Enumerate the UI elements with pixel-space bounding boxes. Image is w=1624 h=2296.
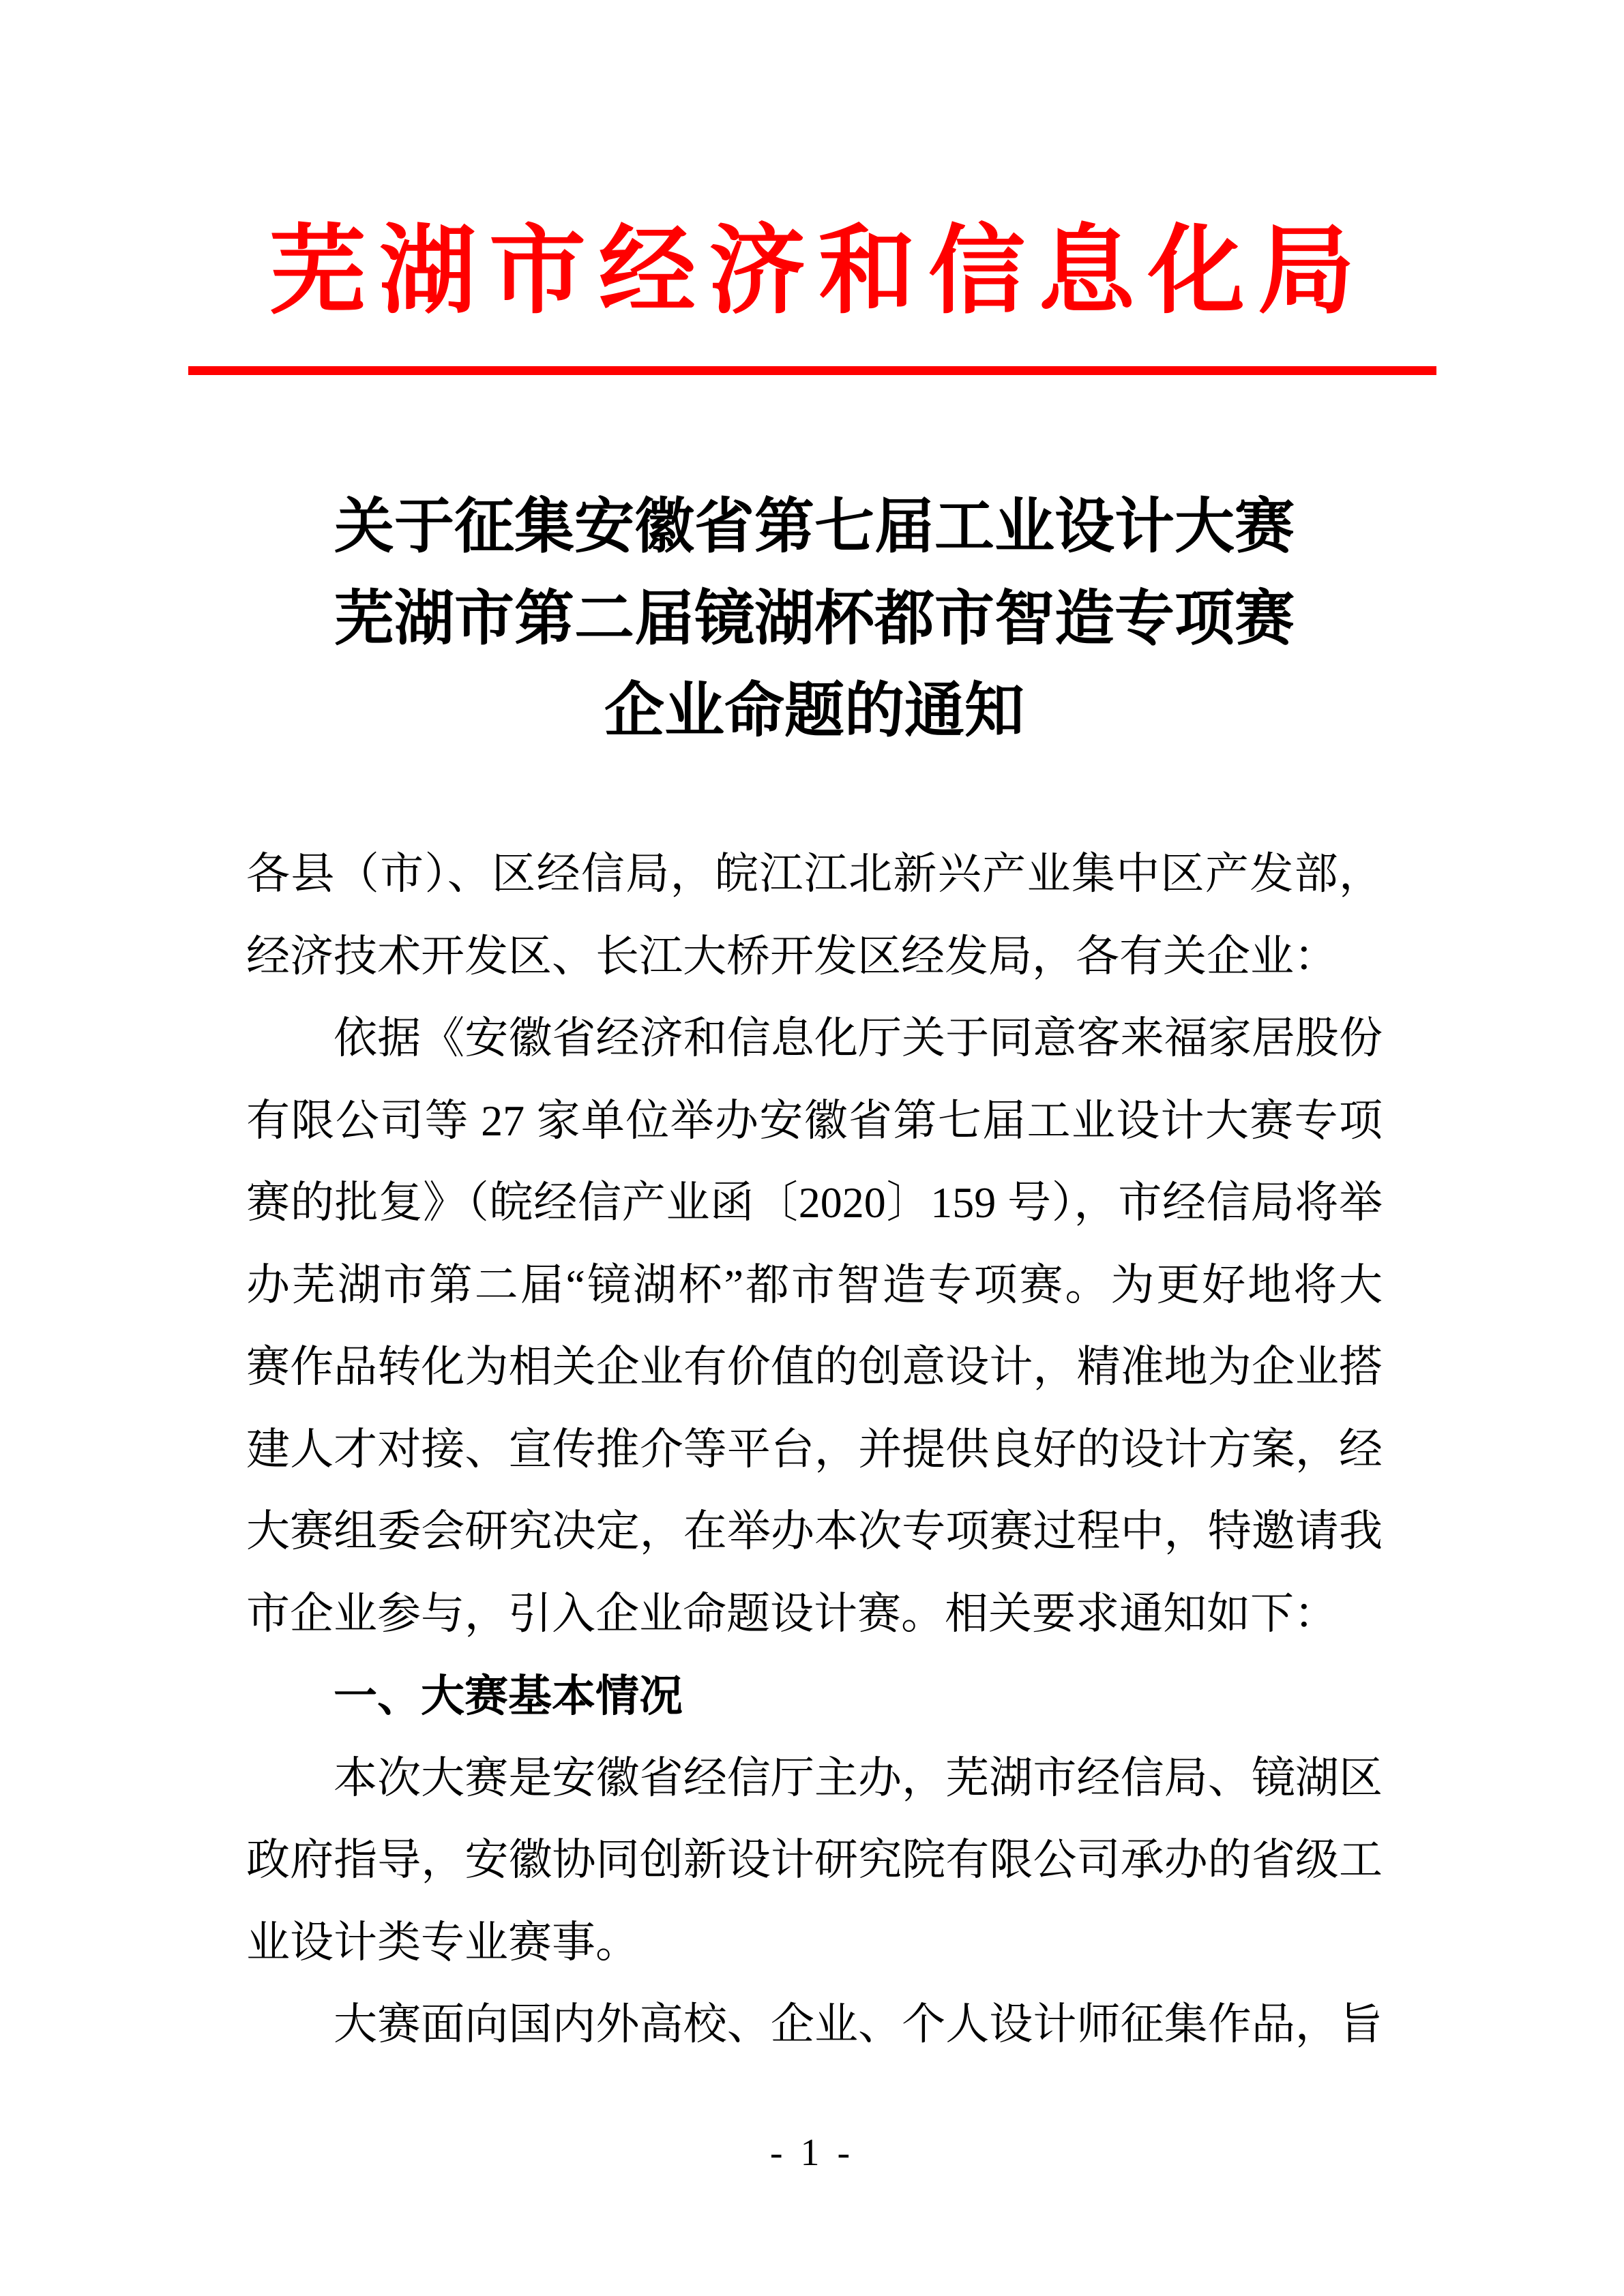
body-line: 市企业参与，引入企业命题设计赛。相关要求通知如下：	[246, 1589, 1338, 1638]
body-line-salutation-1: 各县（市）、区经信局，皖江江北新兴产业集中区产发部，	[246, 850, 1383, 898]
body-line: 政府指导，安徽协同创新设计研究院有限公司承办的省级工	[246, 1836, 1383, 1884]
body-line: 赛作品转化为相关企业有价值的创意设计，精准地为企业搭	[246, 1343, 1383, 1391]
body-line: 依据《安徽省经济和信息化厅关于同意客来福家居股份	[334, 1014, 1383, 1062]
body-line: 大赛组委会研究决定，在举办本次专项赛过程中，特邀请我	[246, 1507, 1383, 1555]
body-line: 大赛面向国内外高校、企业、个人设计师征集作品，旨	[334, 2000, 1383, 2048]
body-line: 业设计类专业赛事。	[246, 1918, 639, 1967]
body-line-salutation-2: 经济技术开发区、长江大桥开发区经发局，各有关企业：	[246, 931, 1338, 981]
document-title	[246, 481, 1383, 758]
document-body	[246, 833, 1383, 2066]
page-number: - 1 -	[769, 2132, 855, 2174]
document-title-line-2: 芜湖市第二届镜湖杯都市智造专项赛	[334, 586, 1295, 653]
body-line: 建人才对接、宣传推介等平台，并提供良好的设计方案，经	[246, 1425, 1383, 1474]
agency-letterhead-title: 芜湖市经济和信息化局	[269, 218, 1368, 325]
body-line: 赛的批复》（皖经信产业函〔2020〕159 号），市经信局将举	[246, 1178, 1383, 1227]
document-title-line-3: 企业命题的通知	[604, 679, 1024, 745]
body-line: 本次大赛是安徽省经信厅主办，芜湖市经信局、镜湖区	[334, 1753, 1383, 1802]
document-title-line-1: 关于征集安徽省第七届工业设计大赛	[334, 494, 1295, 561]
letterhead-divider-line	[188, 366, 1436, 375]
body-line: 有限公司等 27 家单位举办安徽省第七届工业设计大赛专项	[246, 1096, 1383, 1145]
body-line: 办芜湖市第二届“镜湖杯”都市智造专项赛。为更好地将大	[246, 1260, 1383, 1309]
section-heading-1: 一、大赛基本情况	[334, 1671, 683, 1720]
